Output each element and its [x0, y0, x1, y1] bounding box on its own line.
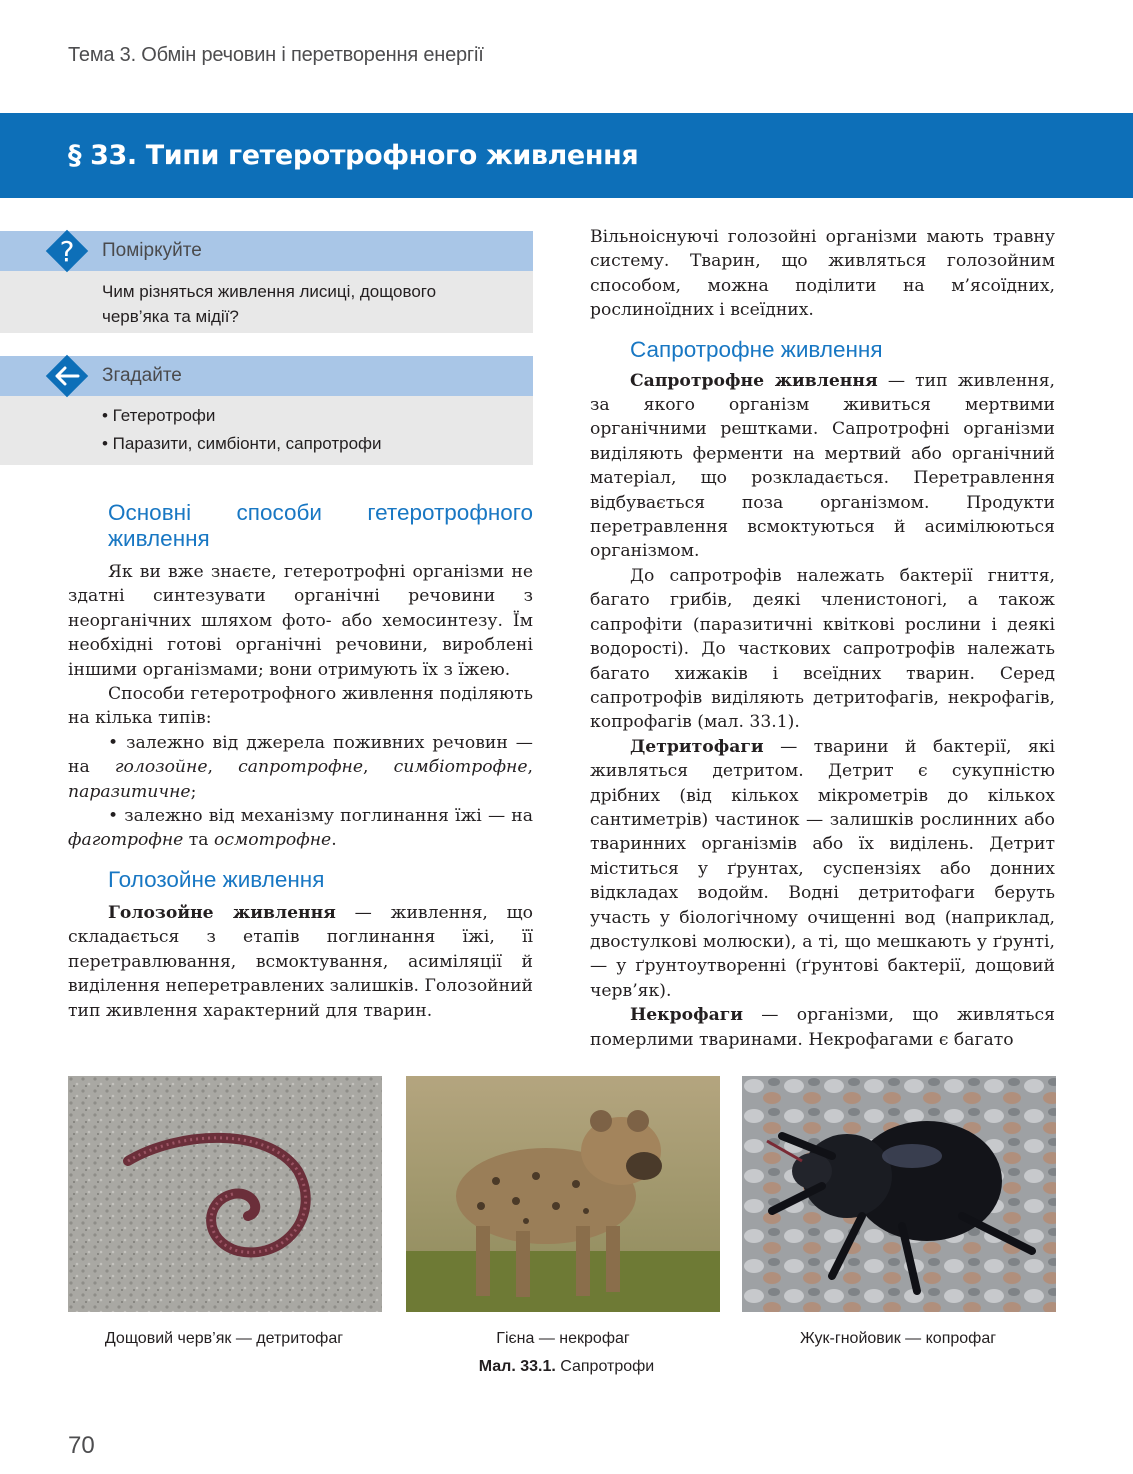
text: — організми, що живляться померлими тваринами. Некрофагами є багато: [590, 1005, 1055, 1050]
section-heading-main-methods: Основні способи гетеротрофного живлення: [108, 500, 533, 551]
recall-box-header: [0, 356, 533, 396]
think-box-label: Поміркуйте: [102, 240, 202, 261]
text: ;: [190, 781, 197, 802]
figure-caption: [0, 1358, 1133, 1376]
recall-item: • Паразити, симбіонти, сапротрофи: [102, 434, 382, 453]
right-column: [590, 225, 1055, 1052]
paragraph: Як ви вже знаєте, гетеротрофні організми не здатні синтезувати органічні речовини з неорганічних шляхом фото- або хемосинтезу. Їм необхідні готові органічні речовини, вироблені іншими організмами; вони отримують їх з їжею.: [68, 562, 533, 680]
earthworm-photo: [68, 1076, 382, 1312]
text: ,: [363, 757, 394, 778]
term: Голозойне живлення: [108, 902, 336, 923]
think-line: черв’яка та мідії?: [102, 307, 239, 326]
recall-box: [0, 356, 533, 465]
bullet-item: [68, 731, 533, 804]
text: — тварини й бактерії, які живляться детритом. Детрит є сукупністю дрібних (від кількох мікрометрів до кількох сантиметрів) частинок — залишків рослинних або тваринних організмів або їх виділень. Детрит міститься у ґрунтах, суспензіях або донних відкладах водойм. Водні детритофаги беруть участь у біологічному очищенні вод (наприклад, двостулкові молюски), а ті, що мешкають у ґрунті,— у ґрунтоутворенні (ґрунтові бактерії, дощовий черв’як).: [590, 736, 1055, 1001]
section-heading-saprotrophic: Сапротрофне живлення: [630, 336, 883, 362]
caption-earthworm: Дощовий черв’як — детритофаг: [104, 1330, 344, 1347]
arrow-left-diamond-icon: [45, 354, 89, 398]
term: фаготрофне: [68, 830, 184, 851]
term: голозойне: [114, 757, 208, 778]
paragraph: До сапротрофів належать бактерії гниття, багато грибів, деякі членистоногі, а також сапрофіти (паразитичні квіткові рослини і деякі водорості). До часткових сапротрофів належать багато хижаків і всеїдних тварин. Серед сапротрофів виділяють детритофагів, некрофагів, копрофагів (мал. 33.1).: [590, 565, 1055, 733]
paragraph: Вільноіснуючі голозойні організми мають травну систему. Тварин, що живляться голозойним способом, можна поділити на м’ясоїдних, рослиноїдних і всеїдних.: [590, 227, 1055, 321]
paragraph: Способи гетеротрофного живлення поділяють на кілька типів:: [68, 684, 533, 729]
recall-box-list: [102, 402, 382, 458]
text: — живлення, що складається з етапів поглинання їжі, її перетравлювання, всмоктування, асиміляції й виділення неперетравлених залишків. Голозойний тип живлення характерний для тварин.: [68, 902, 533, 1021]
question-diamond-icon: [45, 229, 89, 273]
recall-item: • Гетеротрофи: [102, 406, 216, 425]
text: • залежно від джерела поживних речовин — на: [68, 732, 533, 778]
think-box: [0, 231, 533, 333]
section-heading-holozoic: Голозойне живлення: [108, 866, 325, 892]
page-title: § 33. Типи гетеротрофного живлення: [68, 140, 639, 171]
paragraph: [68, 901, 533, 1023]
text: та: [183, 830, 215, 851]
paragraph: [590, 369, 1055, 564]
term: осмотрофне: [214, 830, 332, 851]
caption-hyena: Гієна — некрофаг: [496, 1330, 630, 1347]
paragraph: [590, 735, 1055, 1003]
text: — тип живлення, за якого організм живиться мертвими органічними рештками. Сапротрофні організми виділяють ферменти на мертвий або органічний матеріал, що розкладається. Перетравлення відбувається поза організмом. Продукти перетравлення всмоктуються й асимілюються організмом.: [590, 370, 1056, 562]
text: ,: [527, 757, 533, 778]
figure-title: Сапротрофи: [555, 1358, 655, 1375]
text: .: [331, 830, 337, 851]
dung-beetle-photo: [742, 1076, 1056, 1312]
running-head: Тема 3. Обмін речовин і перетворення енергії: [68, 44, 484, 66]
term: паразитичне: [68, 781, 191, 802]
term: симбіотрофне: [393, 757, 528, 778]
recall-box-label: Згадайте: [102, 365, 182, 386]
think-box-text: [102, 279, 436, 329]
title-band: [0, 113, 1133, 198]
term: Сапротрофне живлення: [630, 370, 878, 391]
left-column: [68, 500, 533, 1023]
term: Детритофаги: [630, 736, 764, 757]
bullet-item: [68, 804, 533, 853]
term: Некрофаги: [630, 1005, 743, 1026]
text: • залежно від механізму поглинання їжі — на: [108, 806, 533, 827]
paragraph: [590, 1003, 1055, 1052]
page-number: 70: [68, 1432, 95, 1459]
text: ,: [207, 757, 239, 778]
figure-label: Мал. 33.1.: [478, 1358, 556, 1375]
think-line: Чим різняться живлення лисиці, дощового: [102, 282, 437, 301]
hyena-photo: [406, 1076, 720, 1312]
caption-beetle: Жук-гнойовик — копрофаг: [799, 1330, 997, 1347]
term: сапротрофне: [238, 757, 364, 778]
svg-text:?: ?: [59, 235, 75, 268]
think-box-header: [0, 231, 533, 271]
